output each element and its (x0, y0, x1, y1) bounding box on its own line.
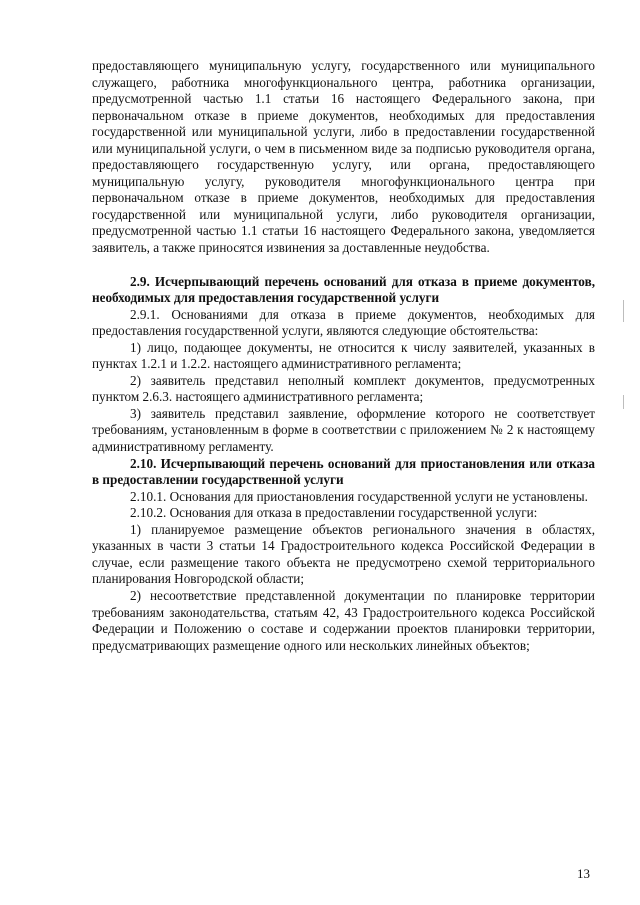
section-heading-2-9: 2.9. Исчерпывающий перечень оснований для отказа в приеме документов, необходимых для предоставления государственной услуги (92, 273, 595, 306)
scan-margin-mark (623, 300, 624, 322)
scan-margin-mark (623, 395, 624, 409)
list-item-2-9-1-2: 2) заявитель представил неполный комплект документов, предусмотренных пунктом 2.6.3. настоящего административного регламента; (92, 372, 595, 405)
document-body (92, 58, 595, 654)
paragraph-2-10-1: 2.10.1. Основания для приостановления государственной услуги не установлены. (130, 488, 588, 504)
section-heading-2-10: 2.10. Исчерпывающий перечень оснований для приостановления или отказа в предоставлении государственной услуги (92, 455, 595, 488)
paragraph-2-9-1: 2.9.1. Основаниями для отказа в приеме документов, необходимых для предоставления государственной услуги, являются следующие обстоятельства: (92, 306, 595, 339)
list-item-2-10-2-1: 1) планируемое размещение объектов регионального значения в областях, указанных в части 3 статьи 14 Градостроительного кодекса Российской Федерации в случае, если размещение такого объекта не предусмотрено схемой территориального планирования Новгородской области; (92, 521, 595, 587)
list-item-2-9-1-1: 1) лицо, подающее документы, не относится к числу заявителей, указанных в пунктах 1.2.1 и 1.2.2. настоящего административного регламента; (92, 339, 595, 372)
list-item-2-10-2-2: 2) несоответствие представленной документации по планировке территории требованиям законодательства, статьям 42, 43 Градостроительного кодекса Российской Федерации и Положению о составе и содержании проектов планировки территории, предусматривающих размещение одного или нескольких линейных объектов; (92, 587, 595, 653)
list-item-2-9-1-3: 3) заявитель представил заявление, оформление которого не соответствует требованиям, установленным в форме в соответствии с приложением № 2 к настоящему административному регламенту. (92, 405, 595, 455)
page-number: 13 (577, 866, 590, 881)
paragraph-intro: предоставляющего муниципальную услугу, государственного или муниципального служащего, работника многофункционального центра, работника организации, предусмотренной частью 1.1 статьи 16 настоящего Федерального закона, при первоначальном отказе в приеме документов, необходимых для предоставления государственной или муниципальной услуги, либо в предоставлении государственной или муниципальной услуги, о чем в письменном виде за подписью руководителя органа, предоставляющего государственную услугу, или органа, предоставляющего муниципальную услугу, руководителя многофункционального центра при первоначальном отказе в приеме документов, необходимых для предоставления государственной или муниципальной услуги, либо руководителя организации, предусмотренной частью 1.1 статьи 16 настоящего Федерального закона, уведомляется заявитель, а также приносятся извинения за доставленные неудобства. (92, 58, 595, 256)
paragraph-2-10-2: 2.10.2. Основания для отказа в предоставлении государственной услуги: (130, 505, 538, 521)
section-spacer (92, 257, 595, 274)
